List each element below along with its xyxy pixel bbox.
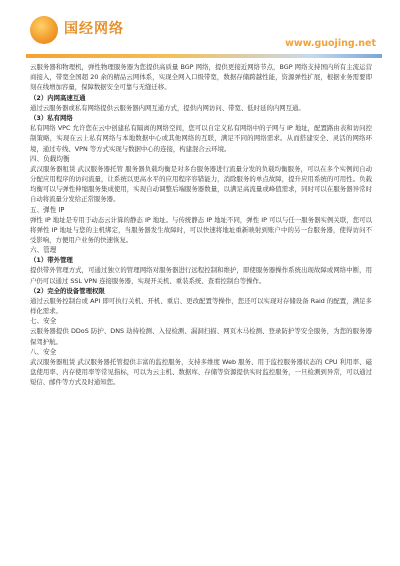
header-divider	[26, 54, 382, 58]
paragraph: 提供带外管理方式，可通过独立的管理网络对服务器进行远程控制和维护，即使服务器操作系统出现故障或网络中断，用户仍可以通过 SSL VPN 连接服务器，实现开关机、重装系统、查看控制台等操作。	[30, 266, 372, 285]
paragraph: 武汉服务器租赁 武汉服务器托管提供丰富的监控服务，支持多维度 Web 服务、用于监控服务器状态的 CPU 利用率、磁盘使用率、内存使用率等常见指标，可以为云主机、数据库、存储等资源提供实时监控服务，一旦检测到异常，可以通过短信、邮件等方式及时通知您。	[30, 357, 372, 387]
section-title: 七、安全	[30, 317, 57, 326]
paragraph: 云服务器提供 DDoS 防护、DNS 劫持检测、入侵检测、漏洞扫描、网页木马检测、登录防护等安全服务，为您的服务器保驾护航。	[30, 327, 372, 346]
section-title: 五、弹性 IP	[30, 205, 65, 214]
paragraph: 通过云服务器或私有网络提供云服务器内网互通方式，提供内网访问、带宽、低时延的内网互通。	[30, 103, 305, 112]
section-title: 八、安全	[30, 347, 57, 356]
paragraph: 私有网络 VPC 允许您在云中创建私有隔离的网络空间，您可以自定义私有网络中的子网与 IP 地址，配置路由表和访问控制策略，实现在云上私有网络与本地数据中心或其他网络的互联，满足不同的网络需求。从而搭建安全、灵活的网络环境，通过专线、VPN 等方式实现与数据中心的连接，构建混合云环境。	[30, 124, 372, 153]
site-url: www.guojing.net	[285, 38, 376, 49]
paragraph: 弹性 IP 地址是专用于动态云计算的静态 IP 地址。与传统静态 IP 地址不同，弹性 IP 可以与任一服务器实例关联，您可以将弹性 IP 地址与您的主机绑定，当服务器发生故障时，可以快速将地址重新映射到账户中的另一台服务器，使得访问不受影响，方便用户业务的快速恢复。	[30, 215, 372, 245]
logo-globe-icon	[30, 16, 58, 44]
page-header	[26, 14, 382, 58]
section-title: 六、管理	[30, 246, 57, 255]
subsection-title: （1）带外管理	[30, 256, 73, 265]
subsection-title: （3）私有网络	[30, 114, 73, 123]
paragraph: 通过云服务控制台或 API 即可执行关机、开机、重启、更改配置等操作，您还可以实现对存储设备 Raid 的配置，满足多样化需求。	[30, 297, 372, 316]
paragraph: 云服务器和物理机，弹性物理服务器为您提供高质量 BGP 网络，提供更接近网络节点，BGP 网络支持国内所有主流运营商接入，带宽全国超 20 余的精品云网体系，实现全网入口级带宽，数据存储跨越性能，资源弹性扩展，根据业务需要即刻在线增加容量，保障数据安全可靠与无缝迁移。	[30, 63, 372, 92]
subsection-title: （2）内网高速互通	[30, 93, 86, 102]
logo-text: 国经网络	[64, 21, 124, 37]
document-body	[30, 62, 372, 387]
paragraph: 武汉服务器租赁 武汉服务器托管 服务器负载均衡是对多台服务器进行流量分发的负载均衡服务，可以在多个实例间自动分配应用程序的访问流量，让系统以更高水平的应用程序容错能力，消除服务的单点故障，提升应用系统的可用性。负载均衡可以与弹性伸缩服务集成使用，实现自动调整后端服务器数量，以满足高流量或峰值需求，同时可以在服务器异常时自动将流量分发给正常服务器。	[30, 164, 372, 204]
brand-logo	[30, 14, 126, 48]
section-title: 四、负载均衡	[30, 154, 70, 163]
subsection-title: （2）完全的设备管理权限	[30, 286, 105, 295]
